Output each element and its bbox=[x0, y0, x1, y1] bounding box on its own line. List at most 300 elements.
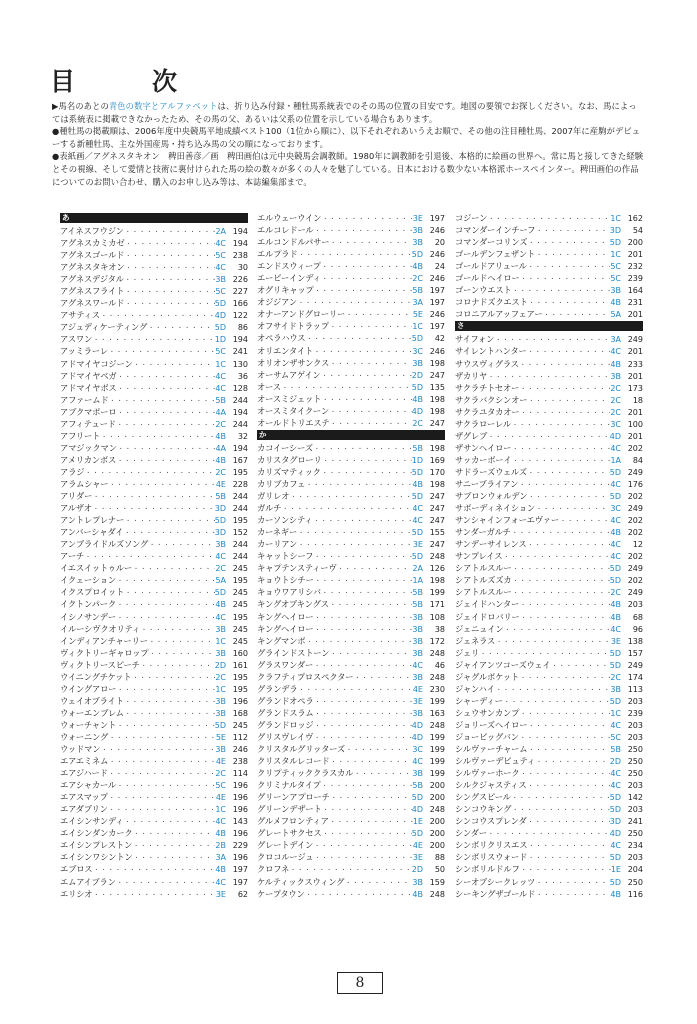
leader-dots bbox=[511, 420, 610, 432]
horse-name: カリスタグローリ bbox=[257, 454, 322, 465]
page-ref: 30 bbox=[237, 263, 248, 273]
page-ref: 24 bbox=[434, 262, 445, 272]
leader-dots bbox=[519, 360, 611, 372]
pedigree-code: 2C bbox=[610, 407, 621, 417]
index-entry bbox=[257, 308, 445, 320]
page-ref: 239 bbox=[627, 708, 643, 718]
leader-dots bbox=[321, 588, 413, 600]
page-ref: 201 bbox=[627, 431, 643, 441]
pedigree-code: 5C bbox=[610, 262, 621, 272]
index-entry bbox=[257, 586, 445, 598]
page-ref: 143 bbox=[232, 817, 248, 827]
index-entry bbox=[60, 623, 248, 635]
index-entry bbox=[60, 767, 248, 779]
page-ref: 195 bbox=[232, 684, 248, 694]
index-entry bbox=[455, 683, 643, 695]
horse-name: アルザオ bbox=[60, 503, 92, 514]
pedigree-code: 4D bbox=[411, 406, 423, 416]
index-entry bbox=[257, 719, 445, 731]
page-ref: 238 bbox=[232, 757, 248, 767]
index-entry bbox=[257, 417, 445, 429]
index-entry bbox=[257, 767, 445, 779]
pedigree-code: 4B bbox=[215, 600, 226, 610]
page-ref: 50 bbox=[434, 865, 445, 875]
intro-paragraph-3: ●表紙画／アグネスタキオン 稗田善彦／画 稗田画伯は元中央競馬会調教師。1980年に調教師を引退後、本格的に絵画の世界へ。常に馬と接してきた経験とその視線、そして愛情と技術に裏付けられた馬の絵の数々が多くの人々を魅了している。日本における数少ない本格派ホースペインター。稗田画伯の作品についてのお問い合わせ、購入のお申し込み等は、本誌編集部まで。 bbox=[52, 151, 644, 187]
pedigree-code: 4C bbox=[610, 624, 621, 634]
page-ref: 68 bbox=[632, 612, 643, 622]
leader-dots bbox=[116, 685, 215, 697]
pedigree-code: 5D bbox=[411, 829, 423, 839]
index-entry bbox=[257, 671, 445, 683]
leader-dots bbox=[116, 600, 215, 612]
horse-name: ジャンハイ bbox=[455, 683, 495, 694]
pedigree-code: 5A bbox=[215, 576, 226, 586]
leader-dots bbox=[527, 262, 611, 274]
pedigree-code: 5D bbox=[609, 467, 621, 477]
leader-dots bbox=[124, 287, 215, 299]
index-entry bbox=[257, 405, 445, 417]
leader-dots bbox=[147, 323, 215, 335]
page-ref: 248 bbox=[429, 672, 445, 682]
page-ref: 230 bbox=[429, 684, 445, 694]
page-ref: 200 bbox=[429, 829, 445, 839]
page-ref: 198 bbox=[429, 406, 445, 416]
page-ref: 196 bbox=[232, 853, 248, 863]
leader-dots bbox=[148, 540, 215, 552]
leader-dots bbox=[100, 745, 215, 757]
pedigree-code: 3B bbox=[215, 624, 226, 634]
leader-dots bbox=[321, 781, 413, 793]
index-entry bbox=[455, 550, 643, 562]
page-ref: 246 bbox=[232, 745, 248, 755]
index-entry bbox=[257, 212, 445, 224]
horse-name: エイシンダンカーク bbox=[60, 828, 133, 839]
pedigree-code: 5C bbox=[610, 732, 621, 742]
leader-dots bbox=[124, 516, 215, 528]
page-ref: 247 bbox=[429, 492, 445, 502]
leader-dots bbox=[124, 275, 216, 287]
index-entry bbox=[257, 647, 445, 659]
page-ref: 200 bbox=[429, 781, 445, 791]
page-ref: 198 bbox=[429, 394, 445, 404]
index-entry bbox=[257, 863, 445, 875]
horse-name: シアトルスルー bbox=[455, 587, 512, 598]
page-ref: 130 bbox=[232, 359, 248, 369]
leader-dots bbox=[124, 299, 214, 311]
leader-dots bbox=[329, 359, 412, 371]
index-entry bbox=[257, 743, 445, 755]
pedigree-code: 3B bbox=[412, 769, 423, 779]
horse-name: サニーブライアン bbox=[455, 478, 519, 489]
page-ref: 197 bbox=[429, 322, 445, 332]
horse-name: ザカリヤ bbox=[455, 370, 488, 381]
leader-dots bbox=[535, 226, 610, 238]
index-entry bbox=[60, 815, 248, 827]
page-ref: 196 bbox=[232, 696, 248, 706]
pedigree-code: 3B bbox=[412, 708, 423, 718]
pedigree-code: 5D bbox=[214, 720, 226, 730]
page-ref: 176 bbox=[627, 479, 643, 489]
index-entry bbox=[257, 815, 445, 827]
pedigree-code: 5D bbox=[609, 648, 621, 658]
horse-name: キングヘイロー bbox=[257, 623, 314, 634]
index-column-3 bbox=[455, 212, 643, 900]
page-ref: 246 bbox=[429, 310, 445, 320]
pedigree-code: 5D bbox=[411, 334, 423, 344]
pedigree-code: 4B bbox=[412, 394, 423, 404]
index-entry bbox=[257, 320, 445, 332]
leader-dots bbox=[313, 625, 412, 637]
horse-name: グレートデイン bbox=[257, 840, 314, 851]
leader-dots bbox=[116, 420, 216, 432]
index-entry bbox=[455, 514, 643, 526]
pedigree-code: 4C bbox=[215, 371, 226, 381]
index-entry bbox=[60, 526, 248, 538]
index-entry bbox=[455, 345, 643, 357]
index-entry bbox=[257, 611, 445, 623]
page-ref: 159 bbox=[429, 877, 445, 887]
pedigree-code: 1C bbox=[215, 359, 226, 369]
page-ref: 247 bbox=[429, 418, 445, 428]
pedigree-code: 5D bbox=[214, 299, 226, 309]
leader-dots bbox=[313, 444, 413, 456]
horse-name: コマンダーインチーフ bbox=[455, 225, 536, 236]
index-entry bbox=[455, 611, 643, 623]
pedigree-code: 4C bbox=[610, 516, 621, 526]
leader-dots bbox=[305, 890, 413, 902]
horse-name: アグネスカミカゼ bbox=[60, 238, 125, 249]
pedigree-code: 4D bbox=[609, 829, 621, 839]
leader-dots bbox=[313, 697, 412, 709]
index-entry bbox=[455, 284, 643, 296]
page-ref: 197 bbox=[232, 877, 248, 887]
horse-name: エアエミネム bbox=[60, 756, 109, 767]
horse-name: カリズマティック bbox=[257, 466, 321, 477]
horse-name: ジェイドロバリー bbox=[455, 611, 520, 622]
horse-name: ケルティックスウィング bbox=[257, 876, 345, 887]
pedigree-code: 2C bbox=[215, 672, 226, 682]
index-entry bbox=[60, 249, 248, 261]
pedigree-code: 5D bbox=[411, 552, 423, 562]
index-entry bbox=[455, 743, 643, 755]
index-entry bbox=[455, 815, 643, 827]
horse-name: ウイングアロー bbox=[60, 683, 117, 694]
pedigree-code: 3A bbox=[412, 298, 423, 308]
page-ref: 195 bbox=[232, 516, 248, 526]
page-ref: 241 bbox=[627, 817, 643, 827]
index-entry bbox=[455, 659, 643, 671]
leader-dots bbox=[124, 251, 215, 263]
page-ref: 245 bbox=[232, 624, 248, 634]
index-entry bbox=[257, 791, 445, 803]
page-ref: 12 bbox=[632, 540, 643, 550]
horse-name: シアトルスルー bbox=[455, 563, 512, 574]
page-ref: 196 bbox=[232, 829, 248, 839]
pedigree-code: 5D bbox=[609, 238, 621, 248]
leader-dots bbox=[92, 890, 215, 902]
leader-dots bbox=[124, 709, 216, 721]
index-entry bbox=[257, 695, 445, 707]
index-entry bbox=[60, 719, 248, 731]
index-entry bbox=[257, 466, 445, 478]
pedigree-code: 5D bbox=[609, 696, 621, 706]
leader-dots bbox=[511, 444, 610, 456]
leader-dots bbox=[551, 661, 610, 673]
page-ref: 32 bbox=[237, 431, 248, 441]
horse-name: コジーン bbox=[455, 213, 488, 223]
page-ref: 249 bbox=[627, 504, 643, 514]
page-ref: 200 bbox=[429, 817, 445, 827]
horse-name: ジェリ bbox=[455, 647, 480, 658]
index-entry bbox=[257, 393, 445, 405]
pedigree-code: 5D bbox=[411, 793, 423, 803]
index-entry bbox=[257, 442, 445, 454]
leader-dots bbox=[336, 564, 412, 576]
pedigree-code: 2C bbox=[215, 467, 226, 477]
leader-dots bbox=[117, 444, 216, 456]
page-ref: 160 bbox=[232, 648, 248, 658]
page-ref: 195 bbox=[232, 672, 248, 682]
index-entry bbox=[455, 803, 643, 815]
index-entry bbox=[455, 791, 643, 803]
pedigree-code: 3D bbox=[609, 817, 621, 827]
page-ref: 228 bbox=[232, 479, 248, 489]
leader-dots bbox=[519, 408, 610, 420]
page-ref: 241 bbox=[232, 347, 248, 357]
index-entry bbox=[455, 212, 643, 224]
index-entry bbox=[60, 237, 248, 249]
horse-name: コロナドズクエスト bbox=[455, 297, 528, 308]
intro-highlight: 青色の数字とアルファベット bbox=[108, 101, 218, 111]
pedigree-code: 2C bbox=[610, 588, 621, 598]
index-entry bbox=[455, 442, 643, 454]
pedigree-code: 5D bbox=[609, 576, 621, 586]
horse-name: シルヴァーホーク bbox=[455, 768, 520, 779]
index-entry bbox=[455, 839, 643, 851]
index-entry bbox=[455, 406, 643, 418]
index-entry bbox=[455, 707, 643, 719]
index-entry bbox=[60, 261, 248, 273]
page-ref: 247 bbox=[429, 540, 445, 550]
pedigree-code: 5D bbox=[411, 467, 423, 477]
page-ref: 200 bbox=[429, 793, 445, 803]
page-ref: 155 bbox=[429, 528, 445, 538]
pedigree-code: 2C bbox=[215, 769, 226, 779]
index-entry bbox=[455, 647, 643, 659]
leader-dots bbox=[519, 600, 610, 612]
leader-dots bbox=[527, 468, 610, 480]
index-entry bbox=[257, 248, 445, 260]
leader-dots bbox=[321, 468, 412, 480]
horse-name: シンボリクリスエス bbox=[455, 840, 528, 851]
index-entry bbox=[60, 502, 248, 514]
horse-name: ジェニュイン bbox=[455, 623, 504, 634]
pedigree-code: 3C bbox=[412, 346, 423, 356]
horse-name: シルクジャスティス bbox=[455, 780, 527, 791]
leader-dots bbox=[116, 456, 215, 468]
pedigree-code: 4A bbox=[215, 443, 226, 453]
index-entry bbox=[257, 357, 445, 369]
index-entry bbox=[455, 526, 643, 538]
horse-name: オースミジェット bbox=[257, 393, 322, 404]
pedigree-code: 4E bbox=[412, 841, 423, 851]
index-entry bbox=[257, 236, 445, 248]
horse-name: アグネスワールド bbox=[60, 298, 125, 309]
leader-dots bbox=[297, 540, 413, 552]
index-entry bbox=[257, 478, 445, 490]
pedigree-code: 3E bbox=[610, 636, 621, 646]
index-entry bbox=[455, 260, 643, 272]
page-ref: 172 bbox=[429, 636, 445, 646]
page-ref: 194 bbox=[232, 443, 248, 453]
leader-dots bbox=[527, 721, 610, 733]
pedigree-code: 3B bbox=[215, 648, 226, 658]
index-entry bbox=[455, 490, 643, 502]
index-entry bbox=[60, 285, 248, 297]
pedigree-code: 2C bbox=[610, 672, 621, 682]
page-ref: 202 bbox=[627, 576, 643, 586]
pedigree-code: 3C bbox=[412, 745, 423, 755]
leader-dots bbox=[124, 697, 216, 709]
pedigree-code: 4B bbox=[610, 600, 621, 610]
horse-name: グラインドストーン bbox=[257, 647, 330, 658]
index-entry bbox=[60, 647, 248, 659]
pedigree-code: 4C bbox=[215, 877, 226, 887]
horse-name: エアダブリン bbox=[60, 804, 108, 815]
pedigree-code: 3B bbox=[412, 624, 423, 634]
index-entry bbox=[455, 358, 643, 370]
leader-dots bbox=[132, 841, 215, 853]
horse-name: イクトンパーク bbox=[60, 599, 116, 610]
index-entry bbox=[60, 382, 248, 394]
index-entry bbox=[257, 538, 445, 550]
horse-name: シングスピール bbox=[455, 792, 511, 803]
index-entry bbox=[455, 418, 643, 430]
horse-name: クリプティッククラスカル bbox=[257, 768, 354, 779]
leader-dots bbox=[321, 829, 411, 841]
leader-dots bbox=[140, 661, 215, 673]
pedigree-code: 5D bbox=[609, 564, 621, 574]
leader-dots bbox=[520, 274, 611, 286]
index-entry bbox=[60, 538, 248, 550]
page-ref: 86 bbox=[237, 323, 248, 333]
horse-name: キャットシーフ bbox=[257, 551, 314, 562]
page-ref: 250 bbox=[627, 745, 643, 755]
index-entry bbox=[455, 308, 643, 320]
section-header: あ bbox=[60, 213, 248, 223]
pedigree-code: 5D bbox=[609, 877, 621, 887]
pedigree-code: 4E bbox=[215, 793, 226, 803]
page-ref: 249 bbox=[627, 588, 643, 598]
horse-name: アジュディケーティング bbox=[60, 322, 148, 333]
page-ref: 166 bbox=[232, 299, 248, 309]
horse-name: オグリキャップ bbox=[257, 285, 314, 296]
page-ref: 194 bbox=[232, 407, 248, 417]
pedigree-code: 4C bbox=[215, 263, 226, 273]
pedigree-code: 5D bbox=[609, 492, 621, 502]
pedigree-code: 4B bbox=[412, 262, 423, 272]
horse-name: オナーアンドグローリー bbox=[257, 309, 346, 320]
horse-name: オペラハウス bbox=[257, 333, 306, 344]
page-ref: 174 bbox=[627, 672, 643, 682]
page-ref: 247 bbox=[429, 516, 445, 526]
index-entry bbox=[455, 671, 643, 683]
page-ref: 54 bbox=[632, 226, 643, 236]
index-entry bbox=[257, 369, 445, 381]
page-ref: 202 bbox=[627, 516, 643, 526]
page-ref: 198 bbox=[429, 358, 445, 368]
page-ref: 195 bbox=[232, 467, 248, 477]
index-entry bbox=[455, 478, 643, 490]
horse-name: カーソンシティ bbox=[257, 515, 313, 526]
pedigree-code: 4C bbox=[412, 757, 423, 767]
page-ref: 249 bbox=[627, 660, 643, 670]
horse-name: エルコレドール bbox=[257, 225, 314, 236]
pedigree-code: 5B bbox=[412, 600, 423, 610]
pedigree-code: 5B bbox=[412, 588, 423, 598]
horse-name: オーサムアゲイン bbox=[257, 369, 321, 380]
page-ref: 248 bbox=[429, 805, 445, 815]
index-entry bbox=[60, 406, 248, 418]
horse-name: サッカーボーイ bbox=[455, 454, 512, 465]
horse-name: アグネスタキオン bbox=[60, 262, 125, 273]
page-ref: 168 bbox=[232, 708, 248, 718]
leader-dots bbox=[124, 239, 215, 251]
page-ref: 135 bbox=[429, 382, 445, 392]
pedigree-code: 3C bbox=[610, 504, 621, 514]
page-ref: 126 bbox=[429, 564, 445, 574]
horse-name: グリーンデザート bbox=[257, 804, 322, 815]
pedigree-code: 1C bbox=[215, 805, 226, 815]
leader-dots bbox=[329, 649, 412, 661]
leader-dots bbox=[314, 576, 413, 588]
horse-name: エルウェーウイン bbox=[257, 213, 322, 223]
index-entry bbox=[60, 695, 248, 707]
index-entry bbox=[257, 827, 445, 839]
index-entry bbox=[60, 791, 248, 803]
pedigree-code: 5E bbox=[412, 310, 423, 320]
pedigree-code: 5C bbox=[215, 781, 226, 791]
horse-name: キングマンボ bbox=[257, 635, 306, 646]
index-entry bbox=[257, 526, 445, 538]
horse-name: グレートサクセス bbox=[257, 828, 322, 839]
leader-dots bbox=[108, 793, 216, 805]
pedigree-code: 5C bbox=[610, 274, 621, 284]
horse-name: アドマイヤコジーン bbox=[60, 358, 133, 369]
horse-name: ジョービッグバン bbox=[455, 731, 519, 742]
horse-name: サイフォン bbox=[455, 334, 495, 345]
horse-name: キョウワアリシバ bbox=[257, 587, 321, 598]
index-entry bbox=[455, 382, 643, 394]
index-entry bbox=[257, 623, 445, 635]
horse-name: ガリレオ bbox=[257, 491, 290, 502]
horse-name: サイレントハンター bbox=[455, 346, 527, 357]
pedigree-code: 1D bbox=[411, 455, 423, 465]
index-entry bbox=[60, 273, 248, 285]
horse-name: サウスヴィグラス bbox=[455, 358, 519, 369]
page-ref: 195 bbox=[232, 576, 248, 586]
pedigree-code: 3B bbox=[412, 648, 423, 658]
horse-name: アンバーシャダイ bbox=[60, 527, 124, 538]
horse-name: アフリート bbox=[60, 430, 101, 441]
horse-name: アイネスフウジン bbox=[60, 226, 124, 236]
leader-dots bbox=[322, 456, 412, 468]
leader-dots bbox=[527, 238, 609, 250]
intro-text bbox=[52, 100, 644, 188]
page-ref: 197 bbox=[429, 286, 445, 296]
page-ref: 249 bbox=[627, 467, 643, 477]
pedigree-code: 4B bbox=[215, 431, 226, 441]
